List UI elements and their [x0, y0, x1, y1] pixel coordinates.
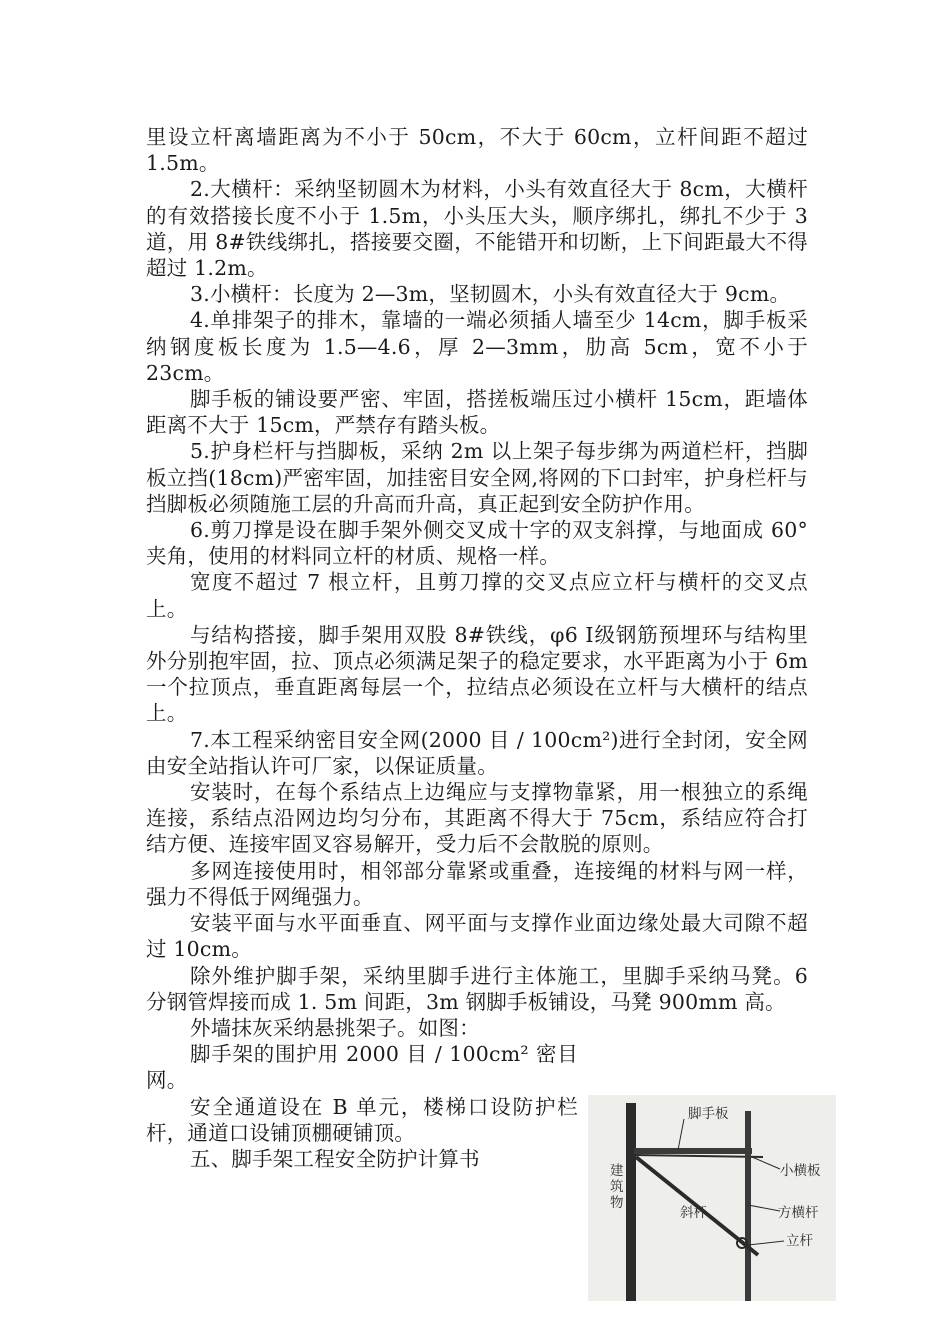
paragraph-small-crossbar: 3.小横杆：长度为 2—3m，坚韧圆木，小头有效直径大于 9cm。	[190, 282, 791, 307]
paragraph-safety-passage: 安全通道设在 B 单元，楼梯口设防护栏杆，通道口设铺顶棚硬铺顶。	[146, 1094, 578, 1145]
small-crossbar-line	[634, 1155, 763, 1157]
leader-board	[678, 1119, 684, 1150]
body-text	[146, 124, 808, 1172]
paragraph-scissor-brace: 6.剪刀撑是设在脚手架外侧交叉成十字的双支斜撑，与地面成 60° 夹角，使用的材料同立杆的材质、规格一样。	[146, 518, 808, 569]
label-scaffold-board: 脚手板	[688, 1106, 729, 1122]
paragraph-inner-scaffold: 除外维护脚手架，采纳里脚手进行主体施工，里脚手采纳马凳。6 分钢管焊接而成 1. 5m 间距，3m 钢脚手板铺设，马凳 900mm 高。	[146, 963, 808, 1014]
paragraph-exterior-plaster: 外墙抹灰采纳悬挑架子。如图：	[190, 1015, 480, 1040]
label-upright: 立杆	[786, 1233, 813, 1249]
paragraph-upright-spacing: 里设立杆离墙距离为不小于 50cm，不大于 60cm，立杆间距不超过 1.5m。	[146, 125, 808, 176]
scaffold-diagram	[588, 1095, 836, 1301]
paragraph-net-installation: 安装时，在每个系结点上边绳应与支撑物靠紧，用一根独立的系绳连接，系结点沿网边均匀分布，其距离不得大于 75cm，系结应符合打结方便、连接牢固叉容易解开，受力后不会散脱的原则。	[146, 780, 808, 857]
label-square-crossbar: 方横杆	[778, 1205, 819, 1221]
paragraph-net-gap: 安装平面与水平面垂直、网平面与支撑作业面边缘处最大司隙不超过 10cm。	[146, 911, 808, 962]
paragraph-enclosure-net: 脚手架的围护用 2000 目 / 100cm² 密目网。	[146, 1042, 578, 1093]
leader-square-crossbar	[748, 1205, 780, 1211]
label-diagonal: 斜杆	[680, 1205, 707, 1221]
paragraph-large-crossbar: 2.大横杆：采纳坚韧圆木为材料，小头有效直径大于 8cm，大横杆的有效搭接长度不小于 1.5m，小头压大头，顺序绑扎，绑扎不少于 3 道，用 8#铁线绑扎，搭接要交圈，不能错开和切断，上下间距最大不得超过 1.2m。	[146, 177, 808, 281]
paragraph-safety-net: 7.本工程采纳密目安全网(2000 目 / 100cm²)进行全封闭，安全网由安全站指认许可厂家，以保证质量。	[146, 727, 808, 778]
paragraph-brace-width: 宽度不超过 7 根立杆，且剪刀撑的交叉点应立杆与横杆的交叉点上。	[146, 570, 808, 621]
paragraph-net-connection: 多网连接使用时，相邻部分靠紧或重叠，连接绳的材料与网一样，强力不得低于网绳强力。	[146, 858, 808, 909]
building-wall	[626, 1103, 636, 1301]
scaffold-board	[634, 1148, 752, 1154]
paragraph-structure-tie: 与结构搭接，脚手架用双股 8#铁线，φ6 Ⅰ级钢筋预埋环与结构里外分别抱牢固，拉、顶点必须满足架子的稳定要求，水平距离为小于 6m 一个拉顶点，垂直距离每层一个，拉结点必须设在立杆与大横杆的结点上。	[146, 622, 808, 726]
scaffold-diagram-svg	[588, 1095, 836, 1301]
paragraph-board-laying: 脚手板的铺设要严密、牢固，搭搓板端压过小横杆 15cm，距墙体距离不大于 15cm，严禁存有踏头板。	[146, 387, 808, 438]
label-building-2: 筑	[610, 1179, 624, 1195]
leader-small-crossbar	[752, 1157, 780, 1169]
paragraph-single-row-frame: 4.单排架子的排木，靠墙的一端必须插人墙至少 14cm，脚手板采纳钢度板长度为 1.5—4.6，厚 2—3mm，肋高 5cm，宽不小于 23cm。	[146, 308, 808, 385]
label-building-1: 建	[610, 1163, 624, 1179]
label-small-crossbar: 小横板	[780, 1163, 821, 1179]
leader-upright	[748, 1241, 784, 1245]
paragraph-guardrail: 5.护身栏杆与挡脚板，采纳 2m 以上架子每步绑为两道栏杆，挡脚板立挡(18cm)严密牢固，加挂密目安全网,将网的下口封牢，护身栏杆与挡脚板必须随施工层的升高而升高，真正起到安全防护作用。	[146, 439, 808, 516]
label-building-3: 物	[610, 1195, 624, 1211]
upright-pole	[745, 1111, 751, 1301]
section-heading-calculation: 五、脚手架工程安全防护计算书	[190, 1146, 480, 1171]
